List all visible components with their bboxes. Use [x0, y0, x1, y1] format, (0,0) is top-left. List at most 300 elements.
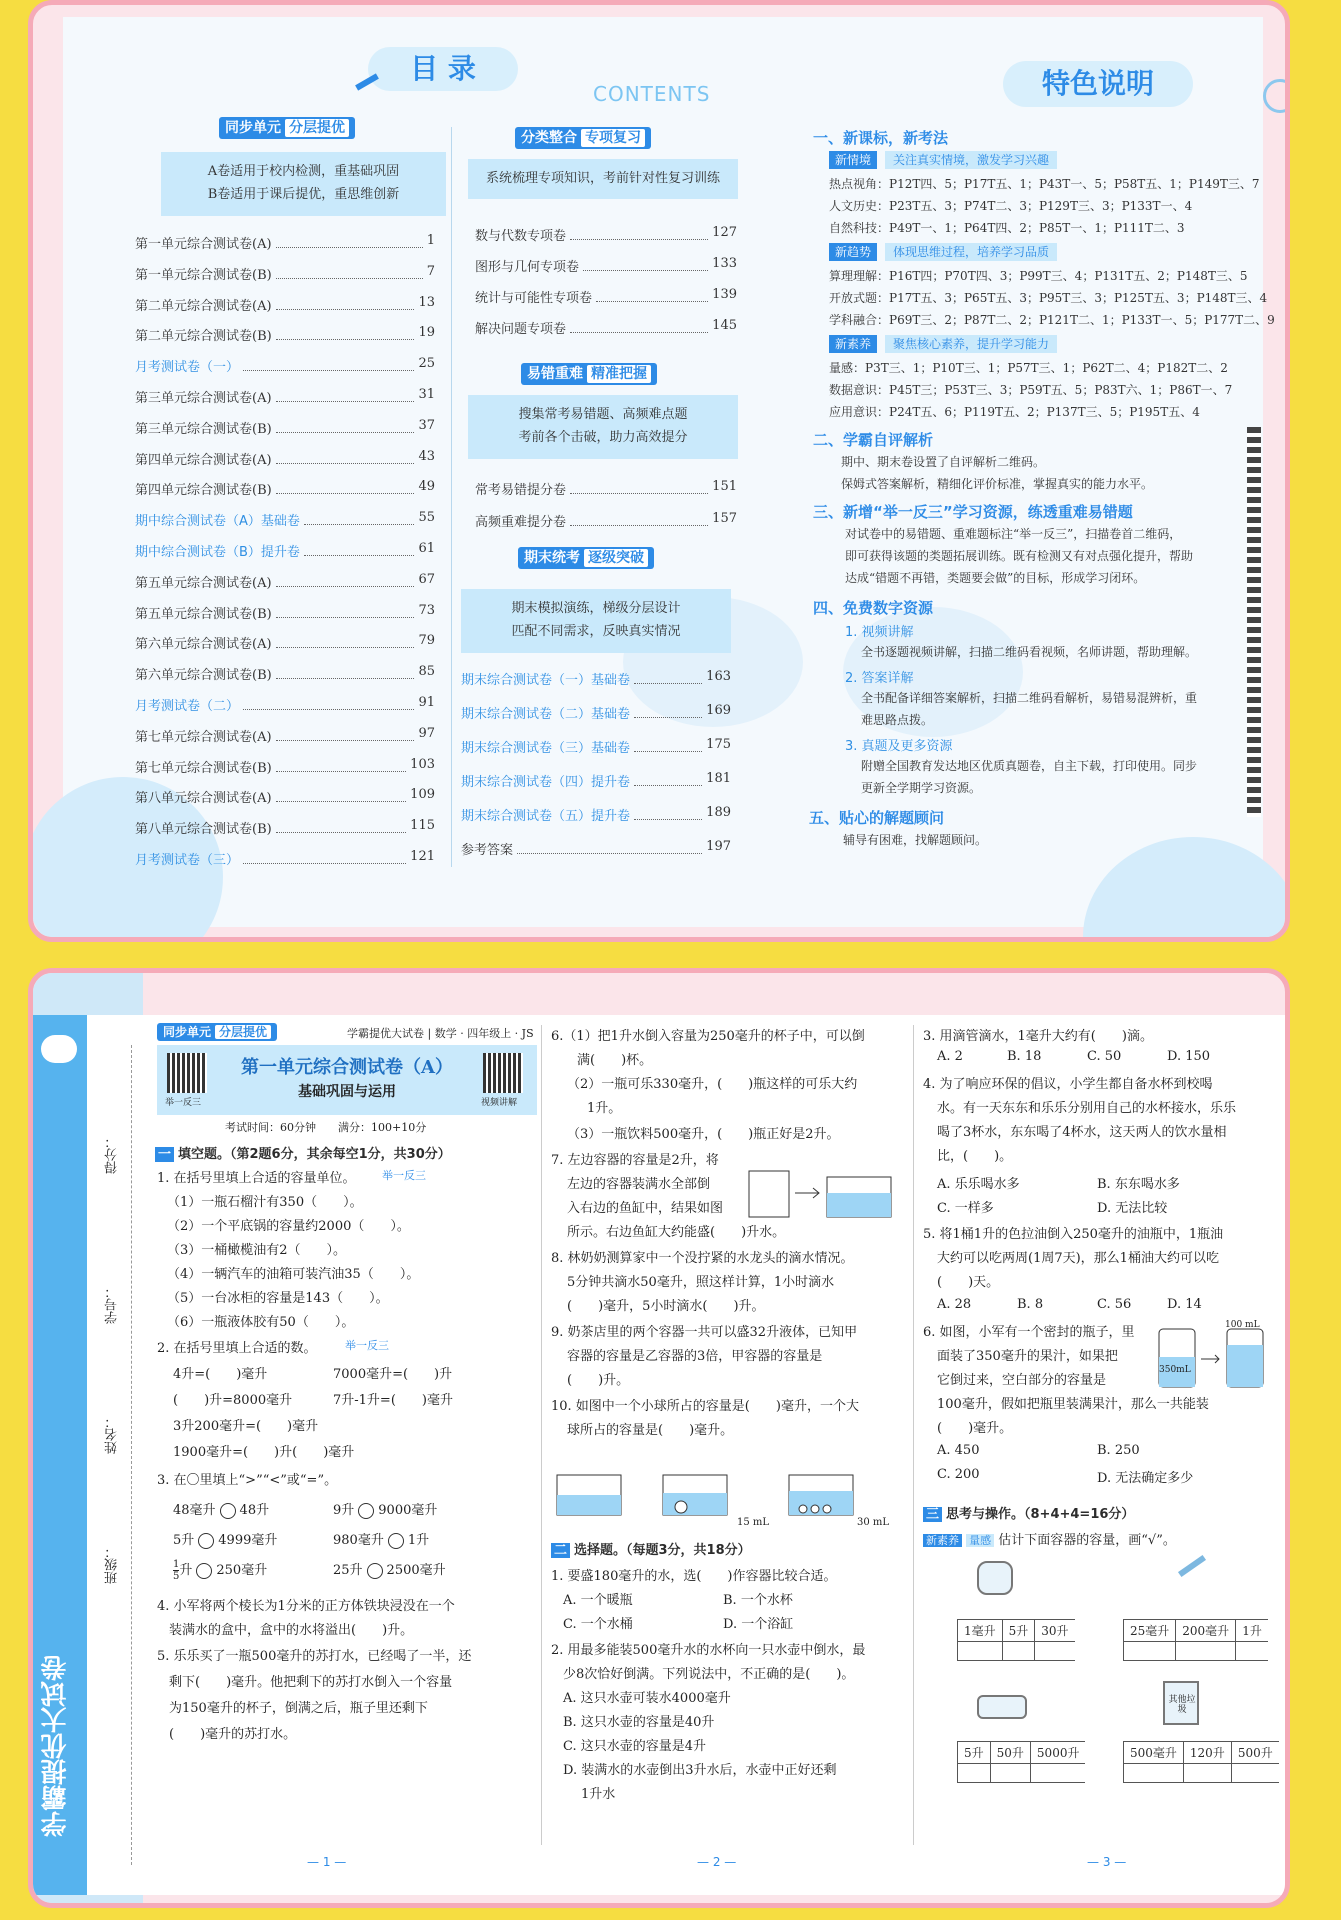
question-line: 1. 要盛180毫升的水，选( )作容器比较合适。 [551, 1569, 837, 1584]
toc-entry-page: 85 [418, 664, 435, 680]
toc-entry-label: 第七单元综合测试卷(B) [135, 760, 272, 776]
option-cell[interactable]: 500毫升 [1124, 1742, 1184, 1764]
leader-dots [634, 771, 702, 786]
feature-line: 辅导有困难，找解题顾问。 [843, 833, 988, 847]
class-field-label: 班级： [105, 1545, 120, 1584]
spine-title: 学霸提优大试卷 [41, 1655, 71, 1837]
toc-entry-page: 151 [712, 479, 737, 494]
options-table-3 [957, 1741, 1085, 1783]
smiley-icon [41, 1035, 77, 1063]
toc-entry[interactable] [461, 771, 731, 790]
leader-dots [276, 325, 415, 340]
mid-band-3: 期末模拟演练，梯级分层设计 匹配不同需求，反映真实情况 [461, 589, 731, 653]
toc-entry[interactable] [135, 510, 435, 529]
feature-chip-new-trend: 新趋势 [829, 243, 877, 261]
toc-entry-label: 第六单元综合测试卷(B) [135, 668, 272, 684]
q5-line: 剩下( )毫升。他把剩下的苏打水倒入一个容量 [169, 1675, 453, 1690]
question-line: 8. 林奶奶测算家中一个没拧紧的水龙头的滴水情况。 [551, 1251, 854, 1266]
toc-entry-label: 期末综合测试卷（一）基础卷 [461, 673, 631, 688]
toc-entry[interactable] [461, 737, 731, 756]
question-line: 左边的容器装满水全部倒 [567, 1177, 711, 1192]
toc-entry-page: 43 [418, 448, 435, 464]
leader-dots [276, 233, 423, 248]
feature-line: 期中、期末卷设置了自评解析二维码。 [841, 455, 1046, 469]
mid-section-tag-1: 分类整合 专项复习 [515, 127, 651, 149]
feature-heading-4: 四、免费数字资源 [813, 599, 934, 617]
question-line: 1升水 [581, 1787, 616, 1802]
question-line: A. 28 [937, 1297, 972, 1312]
feature-heading-5: 五、贴心的解题顾问 [809, 809, 945, 827]
student-id-field-label: 学号： [105, 1285, 120, 1324]
option-cell[interactable]: 5升 [958, 1742, 991, 1764]
feature-chip-new-literacy: 新素养 [829, 335, 877, 353]
toc-entry-label: 期末综合测试卷（二）基础卷 [461, 707, 631, 722]
q3-text: 3. 在〇里填上“>”“<”或“=”。 [157, 1473, 338, 1488]
exam-photo-panel [28, 968, 1290, 1908]
q2-item: ( )升=8000毫升 [173, 1393, 293, 1408]
toc-entry[interactable] [135, 603, 435, 622]
compare-row: 48毫升 48升 [173, 1503, 270, 1518]
magnifier-icon [1263, 79, 1290, 113]
toc-entry-page: 97 [418, 725, 435, 741]
answer-circle[interactable] [196, 1563, 212, 1579]
exam-meta: 考试时间：60分钟 满分：100+10分 [225, 1121, 427, 1134]
question-line: ( )升。 [567, 1373, 630, 1388]
left-intro-band: A卷适用于校内检测，重基础巩固 B卷适用于课后提优，重思维创新 [161, 152, 446, 216]
leader-dots [243, 356, 414, 371]
feature-line: 热点视角：P12T四、5；P17T五、1；P43T一、5；P58T五、1；P149T三、7 [829, 177, 1260, 191]
toc-entry-page: 169 [706, 703, 731, 718]
leader-dots [583, 256, 708, 271]
leader-dots [570, 225, 708, 240]
q5-line: 为150毫升的杯子，倒满之后，瓶子里还剩下 [169, 1701, 428, 1716]
question-line: 满( )杯。 [577, 1053, 653, 1068]
question-line: 6. 如图，小军有一个密封的瓶子，里 [923, 1325, 1135, 1340]
question-line: （3）一瓶饮料500毫升，( )瓶正好是2升。 [567, 1127, 840, 1142]
option-cell[interactable]: 50升 [990, 1742, 1030, 1764]
compare-row: $\frac{1}{5}$ 升 250毫升 [173, 1559, 268, 1582]
toc-entry-page: 121 [410, 849, 435, 864]
question-line: D. 14 [1167, 1297, 1202, 1312]
toc-entry-label: 第四单元综合测试卷(A) [135, 452, 272, 468]
mid-band-2: 搜集常考易错题、高频难点题 考前各个击破，助力高效提分 [468, 395, 738, 459]
toc-entry-label: 第一单元综合测试卷(A) [135, 237, 272, 252]
toc-spread [63, 17, 1275, 927]
compare-row: 5升 4999毫升 [173, 1533, 278, 1548]
toc-entry-label: 第八单元综合测试卷(A) [135, 791, 272, 807]
toc-entry[interactable] [475, 287, 737, 306]
toc-entry-label: 第二单元综合测试卷(A) [135, 298, 272, 314]
question-line: C. 一个水桶 [563, 1617, 633, 1632]
option-cell[interactable]: 1升 [1236, 1620, 1268, 1642]
question-line: B. 东东喝水多 [1097, 1177, 1180, 1192]
feature-line: 数据意识：P45T三；P53T三、3；P59T五、5；P83T六、1；P86T一、7 [829, 383, 1233, 397]
answer-circle[interactable] [358, 1503, 374, 1519]
question-line: D. 无法确定多少 [1097, 1471, 1194, 1486]
toc-entry-label: 期中综合测试卷（B）提升卷 [135, 545, 300, 560]
feature-line: 自然科技：P49T一、1；P64T四、2；P85T一、1；P111T二、3 [829, 221, 1185, 235]
question-line: 2. 用最多能装500毫升水的水杯向一只水壶中倒水，最 [551, 1643, 866, 1658]
toc-entry-label: 参考答案 [461, 843, 514, 858]
bottle-label: 100 mL [1225, 1320, 1260, 1330]
toc-entry-label: 期末综合测试卷（四）提升卷 [461, 775, 631, 790]
question-line: 水。有一天东东和乐乐分别用自己的水杯接水，乐乐 [937, 1101, 1237, 1116]
leader-dots [276, 418, 415, 433]
link-badge: 举一反三 [345, 1339, 389, 1352]
question-line: 4. 为了响应环保的倡议，小学生都自备水杯到校喝 [923, 1077, 1213, 1092]
leader-dots [304, 510, 415, 525]
toc-entry[interactable] [135, 264, 435, 283]
page-number: — 3 — [1087, 1855, 1127, 1869]
question-line: 10. 如图中一个小球所占的容量是( )毫升，一个大 [551, 1399, 859, 1414]
feature-line: 应用意识：P24T五、6；P119T五、2；P137T三、5；P195T五、4 [829, 405, 1200, 419]
toc-photo-panel [28, 0, 1290, 942]
toc-entry-page: 67 [418, 571, 435, 587]
mid-band-1: 系统梳理专项知识，考前针对性复习训练 [468, 159, 738, 199]
beaker-label: 30 mL [857, 1517, 890, 1528]
leader-dots [276, 572, 415, 587]
feature-chip-desc-2: 体现思维过程，培养学习品质 [885, 243, 1057, 261]
question-line: B. 18 [1007, 1049, 1042, 1064]
section-1-heading: 一 填空题。（第2题6分，其余每空1分，共30分） [155, 1143, 451, 1162]
toc-entry-label: 期中综合测试卷（A）基础卷 [135, 514, 300, 530]
toc-entry[interactable] [461, 839, 731, 858]
qr-left-label: 举一反三 [165, 1098, 202, 1108]
toc-entry[interactable] [135, 387, 435, 406]
q1-item: （4）一辆汽车的油箱可装汽油35（ ）。 [167, 1267, 420, 1282]
column-divider [451, 127, 452, 867]
qr-code-left [167, 1053, 207, 1093]
question-line: ( )天。 [937, 1275, 1000, 1290]
leader-dots [276, 818, 406, 833]
feature-line: 对试卷中的易错题、重难题标注“举一反三”，扫描卷首二维码， [845, 527, 1182, 541]
feature-sub-2: 2. 答案详解 [845, 671, 914, 686]
toc-entry[interactable] [461, 703, 731, 722]
fraction: $\frac{1}{5}$ [173, 1559, 180, 1582]
toc-entry-label: 解决问题专项卷 [475, 322, 567, 337]
toc-entry-page: 19 [418, 325, 435, 341]
q2-item: 7000毫升=( )升 [333, 1367, 453, 1382]
toc-entry-page: 115 [410, 818, 435, 834]
feature-line: 全书配备详细答案解析，扫描二维码看解析，易错易混辨析，重 [861, 691, 1198, 705]
toc-entry-page: 163 [706, 669, 731, 684]
toc-entry[interactable] [475, 256, 737, 275]
toc-entry[interactable] [135, 449, 435, 468]
leader-dots [570, 479, 708, 494]
question-line: D. 150 [1167, 1049, 1211, 1064]
option-cell[interactable]: 500升 [1231, 1742, 1278, 1764]
leader-dots [276, 264, 423, 279]
q2-item: 4升=( )毫升 [173, 1367, 268, 1382]
toc-entry-page: 61 [418, 541, 435, 556]
toc-entry-label: 第五单元综合测试卷(A) [135, 575, 272, 591]
qr-code-strip [1247, 427, 1261, 817]
exam-section-tag: 同步单元 分层提优 [157, 1023, 277, 1041]
toc-entry-page: 1 [426, 233, 435, 248]
answer-circle[interactable] [198, 1533, 214, 1549]
toc-entry[interactable] [475, 511, 737, 530]
leader-dots [276, 603, 415, 618]
toc-entry-page: 49 [418, 479, 435, 495]
question-line: 5. 将1桶1升的色拉油倒入250毫升的油瓶中，1瓶油 [923, 1227, 1224, 1242]
toc-entry[interactable] [135, 726, 435, 745]
feature-line: 更新全学期学习资源。 [861, 781, 982, 795]
answer-circle[interactable] [367, 1563, 383, 1579]
toc-entry-label: 期末综合测试卷（三）基础卷 [461, 741, 631, 756]
toc-entry-page: 73 [418, 602, 435, 618]
feature-line: 开放式题：P17T五、3；P65T五、3；P95T三、3；P125T五、3；P148T三、4 [829, 291, 1268, 305]
option-cell[interactable]: 25毫升 [1124, 1620, 1176, 1642]
toc-entry-page: 109 [410, 787, 435, 803]
toc-entry-label: 第三单元综合测试卷(B) [135, 421, 272, 437]
question-line: 3. 用滴管滴水，1毫升大约有( )滴。 [923, 1029, 1153, 1044]
question-line: 容器的容量是乙容器的3倍，甲容器的容量是 [567, 1349, 823, 1364]
q1-item: （5）一台冰柜的容量是143（ ）。 [167, 1291, 389, 1306]
answer-circle[interactable] [220, 1503, 236, 1519]
toc-entry-label: 第二单元综合测试卷(B) [135, 329, 272, 345]
feature-heading-3: 三、新增“举一反三”学习资源，练透重难易错题 [813, 503, 1133, 521]
toc-entry-page: 103 [410, 756, 435, 772]
q1-item: （1）一瓶石榴汁有350（ ）。 [167, 1195, 363, 1210]
exam-subtitle: 基础巩固与运用 [298, 1084, 396, 1100]
feature-sub-3: 3. 真题及更多资源 [845, 739, 953, 754]
toc-entry[interactable] [135, 849, 435, 868]
leader-dots [276, 387, 415, 402]
exam-spread [41, 1015, 1287, 1895]
leader-dots [596, 287, 708, 302]
toc-entry-page: 189 [706, 805, 731, 820]
leader-dots [276, 479, 415, 494]
toc-entry[interactable] [475, 318, 737, 337]
score-field-label: 得分： [105, 1135, 120, 1174]
toc-entry-label: 期末综合测试卷（五）提升卷 [461, 809, 631, 824]
compare-row: 980毫升 1升 [333, 1533, 430, 1548]
feature-sub-1: 1. 视频讲解 [845, 625, 914, 640]
toc-entry-page: 55 [418, 510, 435, 526]
question-line: 少8次恰好倒满。下列说法中，不正确的是( )。 [563, 1667, 855, 1682]
toc-entry[interactable] [135, 818, 435, 837]
question-line: C. 这只水壶的容量是4升 [563, 1739, 707, 1754]
binding-dashed-line [131, 1045, 132, 1865]
toc-entry[interactable] [135, 325, 435, 344]
q2-item: 1900毫升=( )升( )毫升 [173, 1445, 355, 1460]
toc-entry[interactable] [475, 225, 737, 244]
feature-line: 量感：P3T三、1；P10T三、1；P57T三、1；P62T二、4；P182T二、2 [829, 361, 1228, 375]
feature-chip-desc-3: 聚焦核心素养，提升学习能力 [885, 335, 1057, 353]
question-line: 喝了3杯水，东东喝了4杯水，这天两人的饮水量相 [937, 1125, 1227, 1140]
toc-entry-page: 13 [418, 294, 435, 310]
option-cell[interactable]: 120升 [1183, 1742, 1231, 1764]
question-line: 它倒过来，空白部分的容量是 [937, 1373, 1107, 1388]
exam-header-series: 学霸提优大试卷 | 数学 · 四年级上 · JS [347, 1027, 534, 1040]
leader-dots [634, 805, 702, 820]
toc-entry-page: 79 [418, 633, 435, 649]
option-cell[interactable]: 5000升 [1030, 1742, 1085, 1764]
option-cell[interactable]: 30升 [1035, 1620, 1075, 1642]
toc-entry[interactable] [135, 233, 435, 252]
question-line: 比，( )。 [937, 1149, 1013, 1164]
name-field-label: 姓名： [105, 1415, 120, 1454]
question-line: B. 250 [1097, 1443, 1140, 1458]
bottle-label: 350mL [1159, 1365, 1191, 1375]
leader-dots [276, 726, 415, 741]
toc-entry-label: 第三单元综合测试卷(A) [135, 391, 272, 406]
question-line: A. 乐乐喝水多 [937, 1177, 1020, 1192]
section-2-heading: 二 选择题。（每题3分，共18分） [551, 1539, 751, 1558]
toc-entry[interactable] [135, 418, 435, 437]
toc-entry-page: 91 [418, 695, 435, 710]
toc-entry-page: 157 [712, 511, 737, 526]
feature-heading-1: 一、新课标，新考法 [813, 129, 949, 147]
toc-entry-page: 145 [712, 318, 737, 333]
question-line: ( )毫升。 [937, 1421, 1013, 1436]
question-line: A. 450 [937, 1443, 980, 1458]
toc-entry-page: 197 [706, 839, 731, 854]
q5-line: ( )毫升的苏打水。 [169, 1727, 297, 1742]
options-table-1 [957, 1619, 1075, 1661]
q1-item: （2）一个平底锅的容量约2000（ ）。 [167, 1219, 410, 1234]
compare-row: 9升 9000毫升 [333, 1503, 438, 1518]
column-divider [541, 1025, 542, 1845]
toc-entry[interactable] [135, 664, 435, 683]
option-cell[interactable]: 5升 [1002, 1620, 1035, 1642]
compare-row: 25升 2500毫升 [333, 1563, 446, 1578]
question-line: 5分钟共滴水50毫升，照这样计算，1小时滴水 [567, 1275, 835, 1290]
toc-entry-label: 第七单元综合测试卷(A) [135, 729, 272, 745]
option-cell[interactable]: 1毫升 [958, 1620, 1003, 1642]
toc-entry-label: 第一单元综合测试卷(B) [135, 267, 272, 283]
question-line: D. 装满水的水壶倒出3升水后，水壶中正好还剩 [563, 1763, 837, 1778]
toc-entry[interactable] [135, 356, 435, 375]
toc-entry-label: 第五单元综合测试卷(B) [135, 606, 272, 622]
feature-line: 难思路点拨。 [861, 713, 934, 727]
toc-entry[interactable] [461, 805, 731, 824]
q4-line: 4. 小军将两个棱长为1分米的正方体铁块浸没在一个 [157, 1599, 455, 1614]
toc-entry-label: 月考测试卷（一） [135, 360, 240, 376]
question-line: 球所占的容量是( )毫升。 [567, 1423, 734, 1438]
beaker-label: 15 mL [737, 1517, 770, 1528]
question-line: 1升。 [587, 1101, 622, 1116]
feature-line: 附赠全国教育发达地区优质真题卷，自主下载，打印使用。同步 [861, 759, 1198, 773]
contents-label: CONTENTS [593, 82, 711, 106]
mid-section-tag-3: 期末统考 逐级突破 [518, 547, 654, 569]
water-truck-icon [977, 1695, 1027, 1719]
rice-cooker-icon [977, 1561, 1013, 1595]
q4-line: 装满水的盒中，盒中的水将溢出( )升。 [169, 1623, 414, 1638]
question-line: 大约可以吃两周(1周7天)，那么1桶油大约可以吃 [937, 1251, 1219, 1266]
leader-dots [276, 295, 415, 310]
q1-item: （6）一瓶液体胶有50（ ）。 [167, 1315, 355, 1330]
spoon-icon [1178, 1555, 1206, 1577]
options-table-4 [1123, 1741, 1279, 1783]
toc-entry-page: 133 [712, 256, 737, 271]
feature-line: 算理理解：P16T四；P70T四、3；P99T三、4；P131T五、2；P148T三、5 [829, 269, 1248, 283]
toc-entry-page: 37 [418, 417, 435, 433]
page-number: — 2 — [697, 1855, 737, 1869]
section-3-heading: 三 思考与操作。（8+4+4=16分） [923, 1503, 1134, 1522]
toc-entry-page: 139 [712, 287, 737, 302]
leader-dots [276, 664, 415, 679]
toc-entry[interactable] [135, 295, 435, 314]
toc-entry-label: 月考测试卷（二） [135, 699, 240, 714]
question-line: A. 一个暖瓶 [563, 1593, 633, 1608]
toc-entry[interactable] [475, 479, 737, 498]
feature-line: 即可获得该题的类题拓展训练。既有检测又有对点强化提升，帮助 [845, 549, 1194, 563]
question-line: C. 56 [1097, 1297, 1132, 1312]
leader-dots [276, 757, 406, 772]
toc-entry[interactable] [135, 572, 435, 591]
qr-code-right [483, 1053, 523, 1093]
q2-text: 2. 在括号里填上合适的数。 [157, 1341, 317, 1356]
feature-line: 全书逐题视频讲解，扫描二维码看视频，名师讲题，帮助理解。 [861, 645, 1198, 659]
toc-entry-label: 第六单元综合测试卷(A) [135, 637, 272, 653]
question-line: B. 一个水杯 [723, 1593, 793, 1608]
toc-entry-label: 高频重难提分卷 [475, 515, 567, 530]
question-line: 6.（1）把1升水倒入容量为250毫升的杯子中，可以倒 [551, 1029, 865, 1044]
toc-entry[interactable] [135, 695, 435, 714]
q3-1-text: 新素养 量感 估计下面容器的容量，画“√”。 [923, 1529, 1176, 1548]
page-number: — 1 — [307, 1855, 347, 1869]
toc-entry-label: 统计与可能性专项卷 [475, 291, 593, 306]
column-divider [913, 1025, 914, 1845]
question-line: B. 8 [1017, 1297, 1044, 1312]
toc-entry[interactable] [135, 757, 435, 776]
leader-dots [276, 633, 415, 648]
toc-entry-label: 常考易错提分卷 [475, 483, 567, 498]
toc-entry[interactable] [135, 633, 435, 652]
feature-chip-desc-1: 关注真实情境，激发学习兴趣 [885, 151, 1057, 169]
mid-section-tag-2: 易错重难 精准把握 [521, 363, 657, 385]
question-line: 面装了350毫升的果汁，如果把 [937, 1349, 1118, 1364]
question-line: （2）一瓶可乐330毫升，( )瓶这样的可乐大约 [567, 1077, 858, 1092]
answer-circle[interactable] [388, 1533, 404, 1549]
toc-entry-page: 127 [712, 225, 737, 240]
options-table-2 [1123, 1619, 1268, 1661]
question-line: ( )毫升，5小时滴水( )升。 [567, 1299, 765, 1314]
leader-dots [304, 541, 415, 556]
question-line: 所示。右边鱼缸大约能盛( )升水。 [567, 1225, 786, 1240]
toc-entry[interactable] [135, 541, 435, 560]
trash-bin-label: 其他垃圾 [1168, 1695, 1196, 1715]
toc-entry[interactable] [135, 479, 435, 498]
question-line: C. 50 [1087, 1049, 1122, 1064]
option-cell[interactable]: 200毫升 [1176, 1620, 1236, 1642]
toc-entry-label: 第四单元综合测试卷(B) [135, 483, 272, 499]
feature-line: 学科融合：P69T三、2；P87T二、2；P121T二、1；P133T一、5；P177T二、9 [829, 313, 1275, 327]
toc-entry-page: 25 [418, 356, 435, 372]
leader-dots [517, 839, 702, 854]
feature-line: 保姆式答案解析，精细化评价标准，掌握真实的能力水平。 [841, 477, 1154, 491]
features-title: 特色说明 [1003, 61, 1193, 107]
toc-entry-page: 31 [418, 387, 435, 402]
question-line: A. 2 [937, 1049, 963, 1064]
toc-entry-label: 第八单元综合测试卷(B) [135, 822, 272, 838]
left-section-tag: 同步单元 分层提优 [219, 117, 355, 139]
question-line: C. 一样多 [937, 1201, 994, 1216]
feature-line: 达成“错题不再错，类题要会做”的目标，形成学习闭环。 [845, 571, 1146, 585]
feature-heading-2: 二、学霸自评解析 [813, 431, 934, 449]
q1-item: （3）一桶橄榄油有2（ ）。 [167, 1243, 347, 1258]
q2-item: 3升200毫升=( )毫升 [173, 1419, 319, 1434]
ball-beakers-diagram [553, 1465, 893, 1525]
leader-dots [570, 511, 708, 526]
leader-dots [276, 787, 407, 802]
toc-entry[interactable] [461, 669, 731, 688]
toc-entry[interactable] [135, 787, 435, 806]
toc-entry-label: 月考测试卷（三） [135, 853, 240, 868]
q1-text: 1. 在括号里填上合适的容量单位。 [157, 1171, 356, 1186]
question-line: D. 一个浴缸 [723, 1617, 794, 1632]
